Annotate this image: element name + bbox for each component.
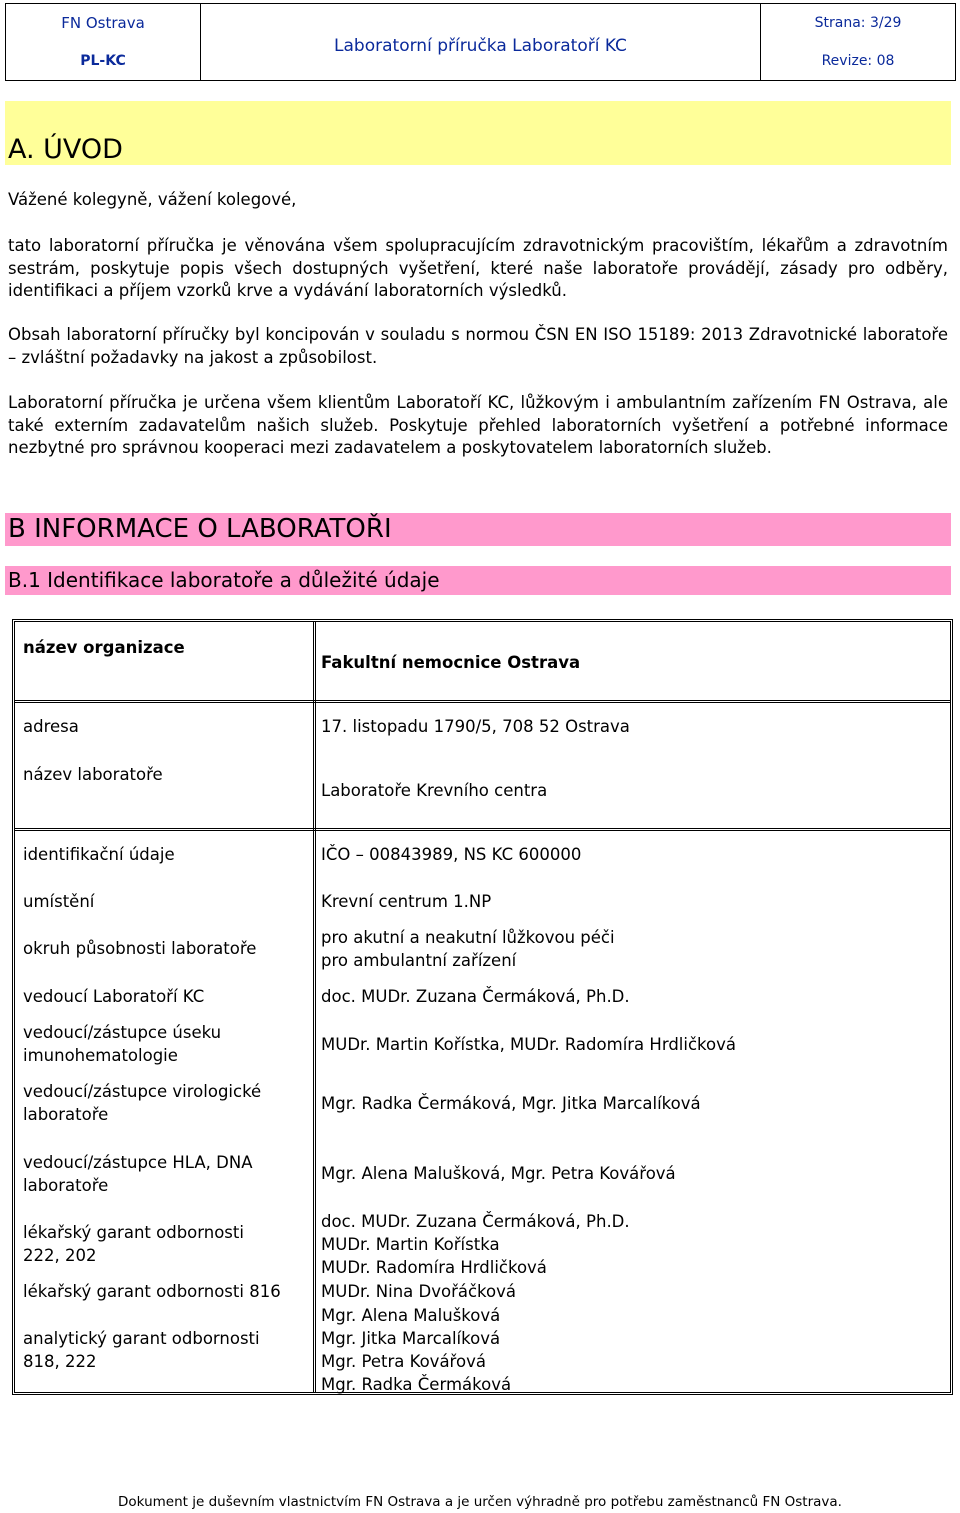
table-row-divider xyxy=(15,828,950,831)
header-code: PL-KC xyxy=(80,53,126,69)
label-hla-dna-line-2: laboratoře xyxy=(23,1176,109,1195)
value-identification: IČO – 00843989, NS KC 600000 xyxy=(321,845,582,864)
value-location: Krevní centrum 1.NP xyxy=(321,892,492,911)
value-scope-line-2: pro ambulantní zařízení xyxy=(321,951,517,970)
value-analytical-guarantor-line-4: Mgr. Radka Čermáková xyxy=(321,1375,512,1394)
footer-notice: Dokument je duševním vlastnictvím FN Ostrava a je určen výhradně pro potřebu zaměstnanců FN Ostrava. xyxy=(118,1494,842,1510)
section-a-heading: A. ÚVOD xyxy=(8,134,123,165)
header-title: Laboratorní příručka Laboratoří KC xyxy=(334,36,627,56)
label-medical-guarantor-222-line-2: 222, 202 xyxy=(23,1246,97,1265)
label-medical-guarantor-816: lékařský garant odbornosti 816 xyxy=(23,1282,281,1301)
intro-paragraph-3: Laboratorní příručka je určena všem klientům Laboratoří KC, lůžkovým i ambulantním zařízením FN Ostrava, ale také externím zadavatelům našich služeb. Poskytuje přehled laboratorních vyšetření a potřebné informace nezbytné pro správnou kooperaci mezi zadavatelem a poskytovatelem laboratorních služeb. xyxy=(8,393,948,458)
value-medical-guarantor-222-line-2: MUDr. Martin Kořístka xyxy=(321,1235,500,1254)
header-left xyxy=(6,4,201,80)
label-head: vedoucí Laboratoří KC xyxy=(23,987,205,1006)
value-medical-guarantor-816: MUDr. Nina Dvořáčková xyxy=(321,1282,516,1301)
label-hla-dna-line-1: vedoucí/zástupce HLA, DNA xyxy=(23,1153,253,1172)
value-immunohematology: MUDr. Martin Kořístka, MUDr. Radomíra Hrdličková xyxy=(321,1035,736,1054)
salutation: Vážené kolegyně, vážení kolegové, xyxy=(8,190,297,209)
section-b1-heading-band xyxy=(5,566,951,595)
label-immunohematology-line-1: vedoucí/zástupce úseku xyxy=(23,1023,222,1042)
label-virology-line-1: vedoucí/zástupce virologické xyxy=(23,1082,262,1101)
table-column-divider xyxy=(313,622,316,1392)
value-virology: Mgr. Radka Čermáková, Mgr. Jitka Marcalíková xyxy=(321,1094,701,1113)
label-medical-guarantor-222-line-1: lékařský garant odbornosti xyxy=(23,1223,244,1242)
document-header xyxy=(5,3,956,81)
header-middle xyxy=(201,4,761,80)
table-row-divider xyxy=(15,700,950,703)
section-a-heading-band xyxy=(5,101,951,165)
intro-paragraph-2: Obsah laboratorní příručky byl koncipován v souladu s normou ČSN EN ISO 15189: 2013 Zdravotnické laboratoře – zvláštní požadavky na jakost a způsobilost. xyxy=(8,325,948,367)
label-scope: okruh působnosti laboratoře xyxy=(23,939,257,958)
value-medical-guarantor-222-line-1: doc. MUDr. Zuzana Čermáková, Ph.D. xyxy=(321,1212,630,1231)
label-immunohematology-line-2: imunohematologie xyxy=(23,1046,178,1065)
header-page: Strana: 3/29 xyxy=(814,15,902,31)
value-analytical-guarantor-line-1: Mgr. Alena Malušková xyxy=(321,1306,501,1325)
section-b-heading-band xyxy=(5,513,951,546)
label-organization: název organizace xyxy=(23,638,185,657)
label-analytical-guarantor-line-2: 818, 222 xyxy=(23,1352,97,1371)
label-location: umístění xyxy=(23,892,95,911)
label-analytical-guarantor-line-1: analytický garant odbornosti xyxy=(23,1329,260,1348)
value-organization: Fakultní nemocnice Ostrava xyxy=(321,653,581,672)
label-address: adresa xyxy=(23,717,79,736)
value-hla-dna: Mgr. Alena Malušková, Mgr. Petra Kovářová xyxy=(321,1164,676,1183)
header-revision: Revize: 08 xyxy=(821,53,895,69)
value-medical-guarantor-222-line-3: MUDr. Radomíra Hrdličková xyxy=(321,1258,547,1277)
section-b-heading: B INFORMACE O LABORATOŘI xyxy=(8,514,392,544)
label-lab-name: název laboratoře xyxy=(23,765,163,784)
section-b1-heading: B.1 Identifikace laboratoře a důležité údaje xyxy=(8,568,440,592)
value-scope-line-1: pro akutní a neakutní lůžkovou péči xyxy=(321,928,615,947)
intro-paragraph-1: tato laboratorní příručka je věnována všem spolupracujícím zdravotnickým pracovištím, lékařům a zdravotním sestrám, poskytuje popis všech dostupných vyšetření, které naše laboratoře provádějí, zásady pro odběry, identifikaci a příjem vzorků krve a vydávání laboratorních výsledků. xyxy=(8,236,948,301)
label-identification: identifikační údaje xyxy=(23,845,175,864)
header-right xyxy=(761,4,955,80)
value-analytical-guarantor-line-3: Mgr. Petra Kovářová xyxy=(321,1352,486,1371)
value-analytical-guarantor-line-2: Mgr. Jitka Marcalíková xyxy=(321,1329,501,1348)
value-address: 17. listopadu 1790/5, 708 52 Ostrava xyxy=(321,717,630,736)
label-virology-line-2: laboratoře xyxy=(23,1105,109,1124)
header-org: FN Ostrava xyxy=(61,14,145,32)
value-lab-name: Laboratoře Krevního centra xyxy=(321,781,548,800)
value-head: doc. MUDr. Zuzana Čermáková, Ph.D. xyxy=(321,987,630,1006)
identification-table xyxy=(12,619,953,1395)
